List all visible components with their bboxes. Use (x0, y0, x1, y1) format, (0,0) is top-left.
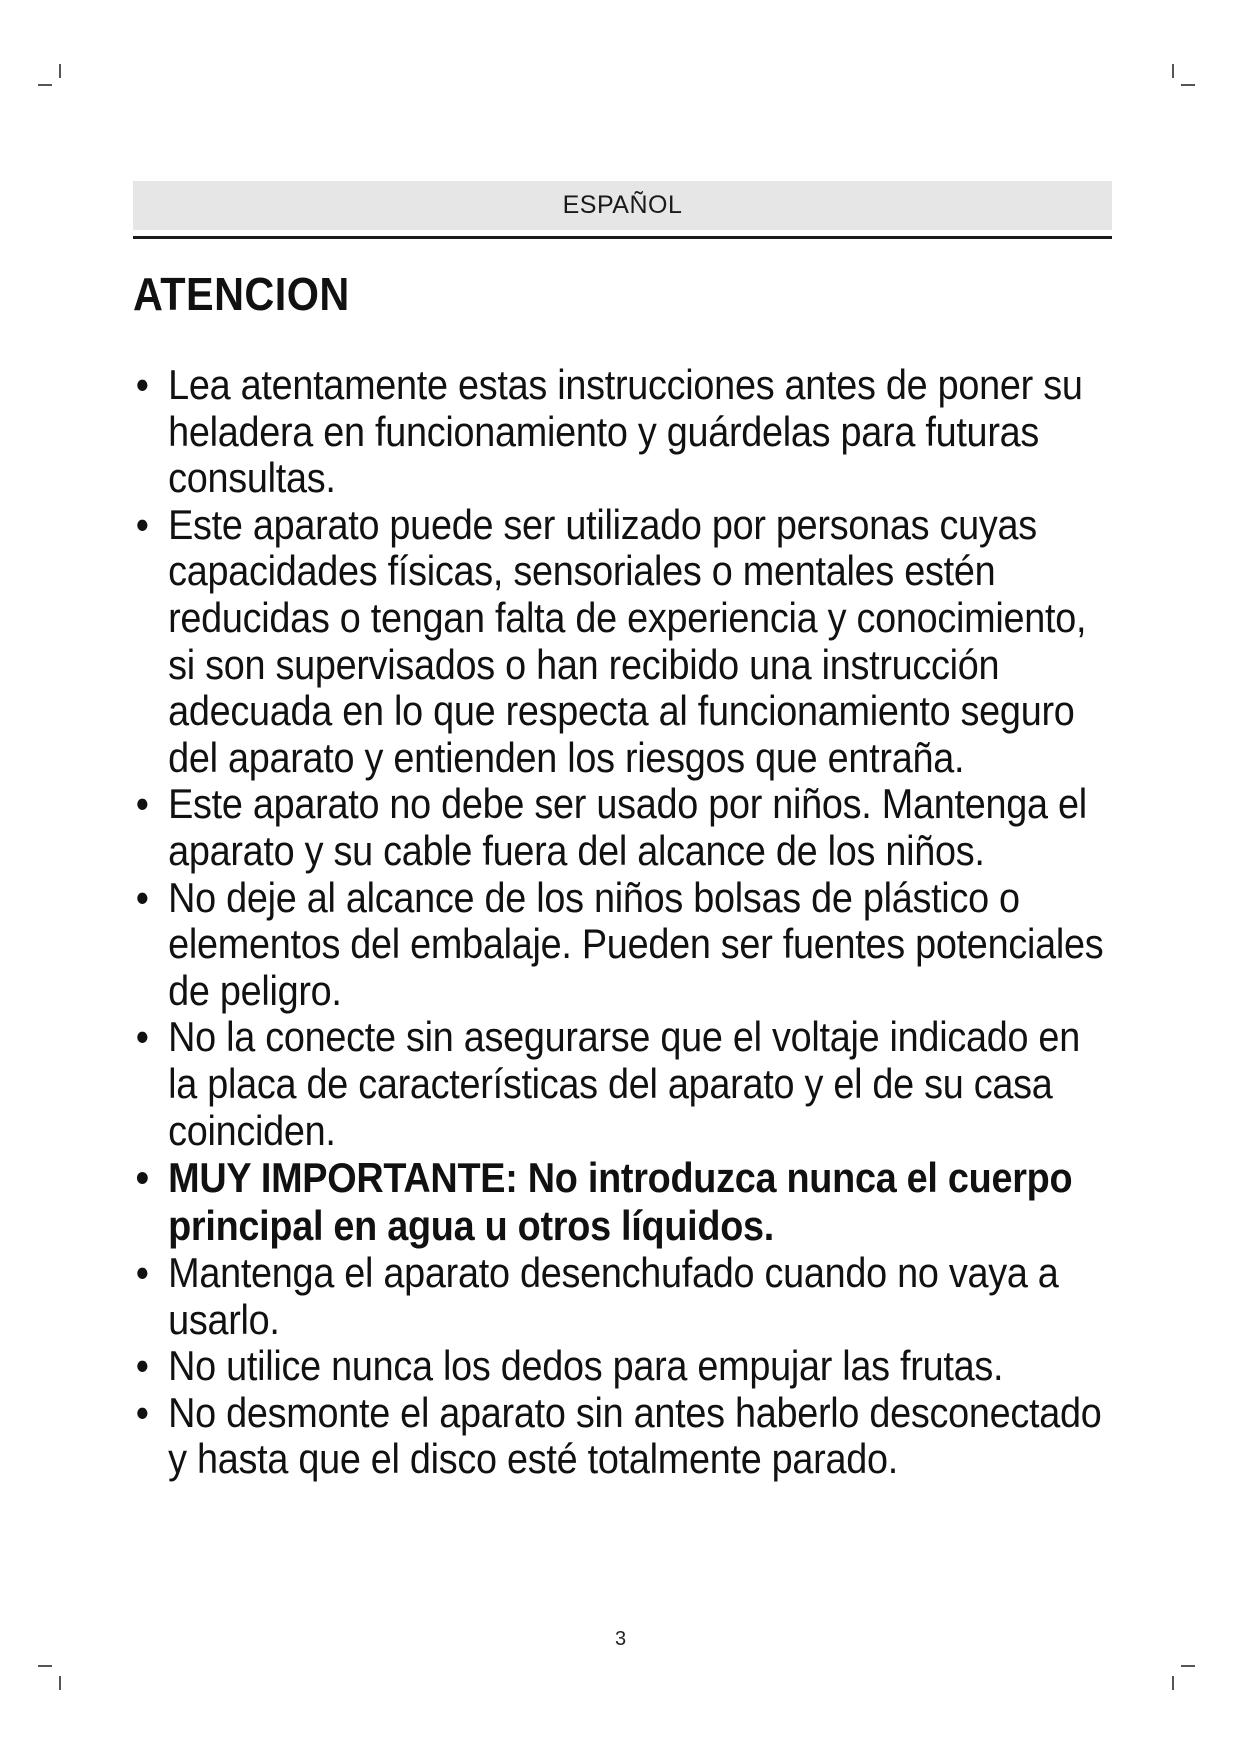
warning-list (133, 362, 1105, 1483)
warning-text: Mantenga el aparato desenchufado cuando no vaya a usarlo. (168, 1249, 1059, 1343)
page-title: ATENCION (133, 268, 350, 320)
warning-text: No deje al alcance de los niños bolsas de plástico o elementos del embalaje. Pueden ser fuentes potenciales de peligro. (168, 873, 1104, 1014)
crop-mark-bottom-left-v (59, 1676, 61, 1690)
warning-text: Este aparato puede ser utilizado por personas cuyas capacidades físicas, sensoriales o mentales estén reducidas o tengan falta de experiencia y conocimiento, si son supervisados o han recibido una instrucción adecuada en lo que respecta al funcionamiento seguro del aparato y entienden los riesgos que entraña. (168, 500, 1087, 781)
warning-item (133, 502, 1105, 782)
bullet-icon: • (135, 1249, 149, 1297)
crop-mark-top-left-v (59, 64, 61, 78)
bullet-icon: • (135, 1342, 149, 1390)
language-label: ESPAÑOL (562, 191, 683, 219)
language-header (133, 181, 1112, 230)
warning-item-important (133, 1154, 1105, 1250)
page-number: 3 (614, 1628, 627, 1650)
crop-mark-bottom-left-h (38, 1665, 52, 1667)
bullet-icon: • (135, 873, 149, 921)
bullet-icon: • (135, 780, 149, 828)
crop-mark-top-right-h (1181, 84, 1195, 86)
bullet-icon: • (135, 500, 149, 548)
warning-text: Lea atentamente estas instrucciones antes de poner su heladera en funcionamiento y guárdelas para futuras consultas. (168, 361, 1083, 502)
warning-item (133, 1250, 1105, 1343)
crop-mark-bottom-right-h (1181, 1665, 1195, 1667)
warning-item (133, 875, 1105, 1015)
bullet-icon: • (135, 1154, 149, 1202)
warning-text: No utilice nunca los dedos para empujar las frutas. (168, 1342, 1004, 1390)
bullet-icon: • (135, 361, 149, 408)
warning-text: Este aparato no debe ser usado por niños. Mantenga el aparato y su cable fuera del alcance de los niños. (168, 780, 1087, 874)
header-divider (133, 236, 1112, 239)
warning-text: No desmonte el aparato sin antes haberlo desconectado y hasta que el disco esté totalmente parado. (168, 1388, 1102, 1483)
crop-mark-bottom-right-v (1172, 1676, 1174, 1690)
crop-mark-top-right-v (1172, 64, 1174, 78)
crop-mark-top-left-h (38, 84, 52, 86)
warning-item (133, 1014, 1105, 1154)
warning-item (133, 781, 1105, 874)
warning-item (133, 362, 1105, 502)
warning-text: MUY IMPORTANTE: No introduzca nunca el cuerpo principal en agua u otros líquidos. (168, 1154, 1073, 1250)
bullet-icon: • (135, 1013, 149, 1061)
bullet-icon: • (135, 1388, 149, 1436)
warning-text: No la conecte sin asegurarse que el voltaje indicado en la placa de características del aparato y el de su casa coinciden. (168, 1013, 1080, 1154)
warning-item (133, 1343, 1105, 1390)
warning-item (133, 1390, 1105, 1483)
